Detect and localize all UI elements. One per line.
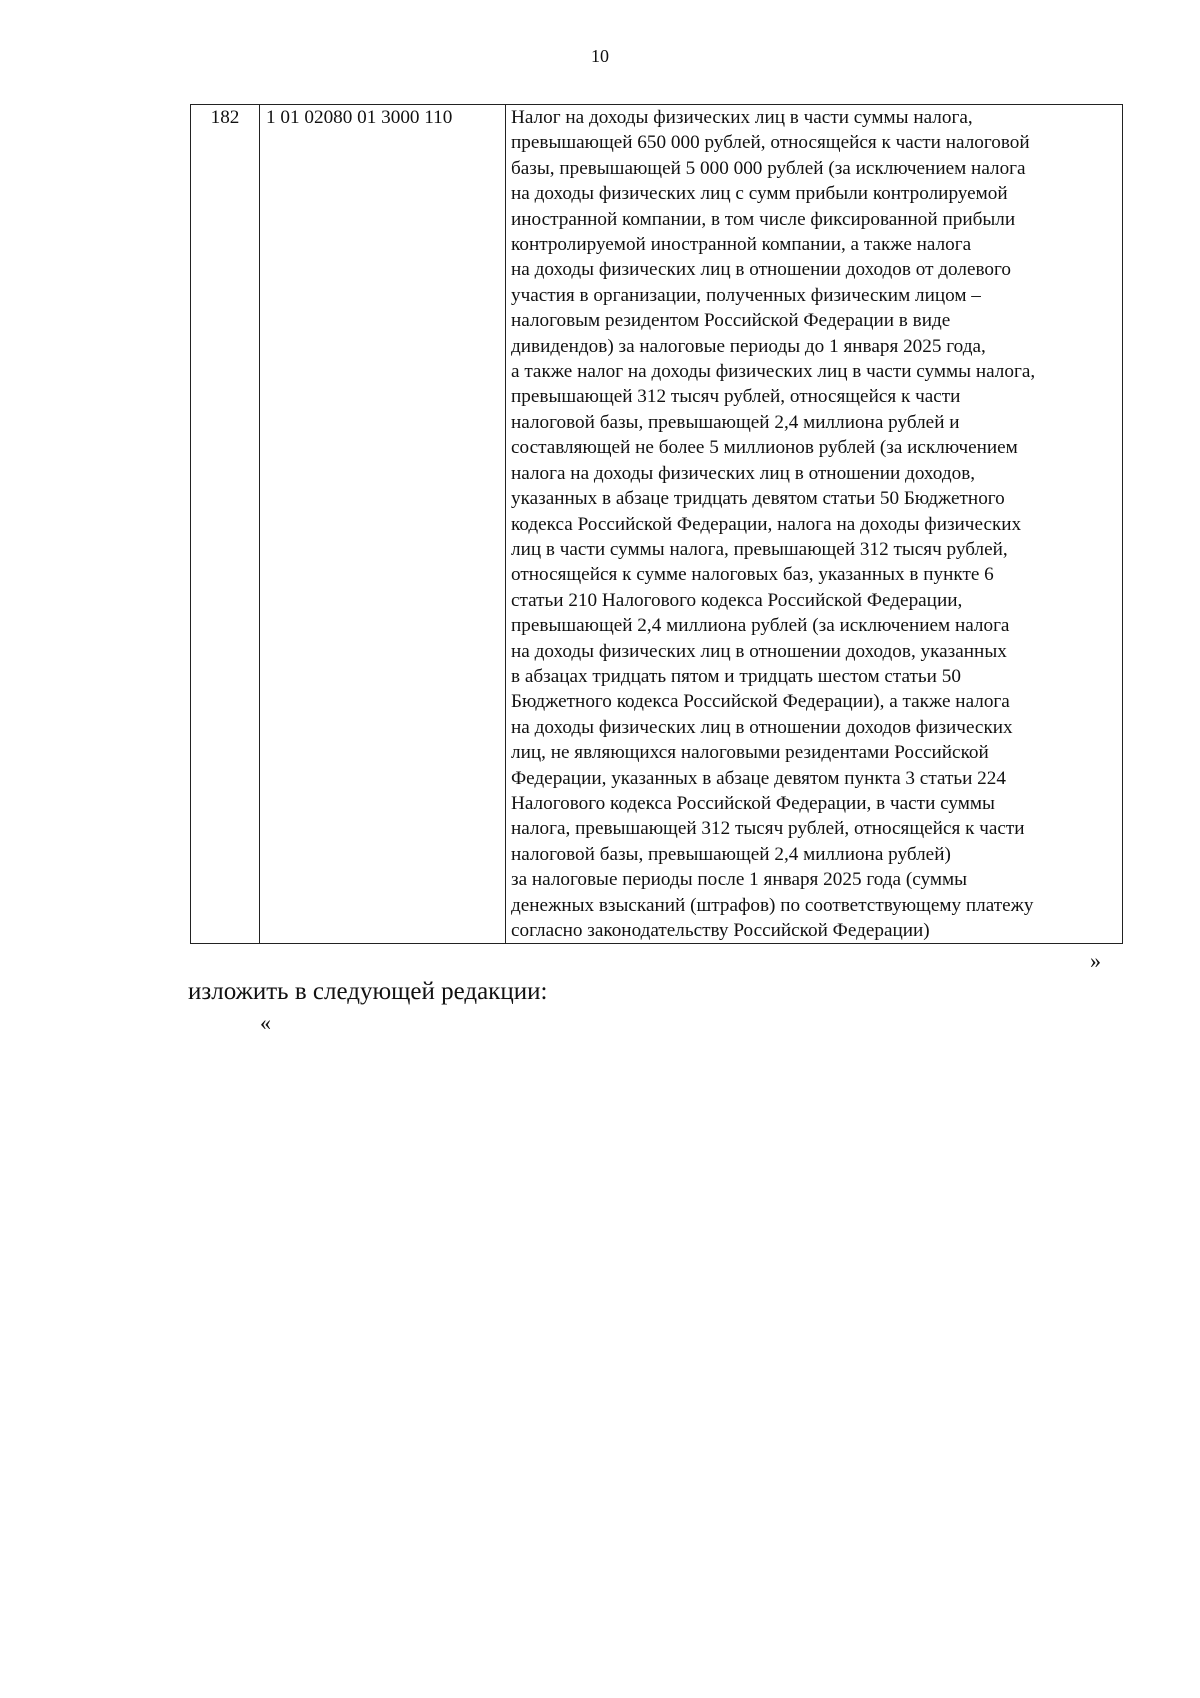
intro-text: изложить в следующей редакции: — [188, 978, 548, 1005]
description-line: на доходы физических лиц в отношении доходов от долевого — [511, 259, 1011, 281]
description-line: налоговой базы, превышающей 2,4 миллиона рублей) — [511, 843, 951, 865]
description-line: базы, превышающей 5 000 000 рублей (за исключением налога — [511, 157, 1026, 179]
budget-code-cell: 1 01 02080 01 3000 110 — [260, 105, 506, 944]
description-line: денежных взысканий (штрафов) по соответствующему платежу — [511, 894, 1034, 916]
description-line: лиц, не являющихся налоговыми резидентами Российской — [511, 742, 989, 764]
description-line: в абзацах тридцать пятом и тридцать шестом статьи 50 — [511, 665, 961, 687]
description-line: иностранной компании, в том числе фиксированной прибыли — [511, 208, 1016, 230]
description-line: налога, превышающей 312 тысяч рублей, относящейся к части — [511, 818, 1025, 840]
opening-quote: « — [260, 1010, 271, 1035]
admin-code-cell: 182 — [191, 105, 260, 944]
description-line: а также налог на доходы физических лиц в части суммы налога, — [511, 361, 1036, 383]
description-line: согласно законодательству Российской Федерации) — [511, 920, 930, 941]
description-line: относящейся к сумме налоговых баз, указанных в пункте 6 — [511, 564, 994, 586]
description-line: налога на доходы физических лиц в отношении доходов, — [511, 462, 976, 484]
description-line: налоговой базы, превышающей 2,4 миллиона рублей и — [511, 411, 960, 433]
closing-quote: » — [1090, 948, 1101, 973]
description-line: налоговым резидентом Российской Федерации в виде — [511, 310, 951, 332]
description-line: Федерации, указанных в абзаце девятом пункта 3 статьи 224 — [511, 767, 1006, 789]
description-line: Налог на доходы физических лиц в части суммы налога, — [511, 107, 973, 128]
budget-code-table — [190, 104, 1123, 944]
description-line: контролируемой иностранной компании, а также налога — [511, 234, 972, 256]
description-line: за налоговые периоды после 1 января 2025 года (суммы — [511, 869, 968, 891]
description-line: дивидендов) за налоговые периоды до 1 января 2025 года, — [511, 335, 986, 357]
description-line: статьи 210 Налогового кодекса Российской Федерации, — [511, 589, 963, 611]
description-line: превышающей 2,4 миллиона рублей (за исключением налога — [511, 615, 1010, 637]
description-cell — [506, 105, 1123, 944]
description-line: Бюджетного кодекса Российской Федерации), а также налога — [511, 691, 1010, 713]
description-line: указанных в абзаце тридцать девятом статьи 50 Бюджетного — [511, 488, 1005, 510]
description-line: Налогового кодекса Российской Федерации, в части суммы — [511, 792, 995, 814]
description-line: лиц в части суммы налога, превышающей 312 тысяч рублей, — [511, 538, 1008, 560]
description-line: составляющей не более 5 миллионов рублей (за исключением — [511, 437, 1018, 459]
description-line: на доходы физических лиц с сумм прибыли контролируемой — [511, 183, 1008, 205]
description-line: участия в организации, полученных физическим лицом – — [511, 284, 981, 306]
description-line: кодекса Российской Федерации, налога на доходы физических — [511, 513, 1022, 535]
table-row — [191, 105, 1123, 944]
description-line: на доходы физических лиц в отношении доходов физических — [511, 716, 1013, 738]
description-line: на доходы физических лиц в отношении доходов, указанных — [511, 640, 1007, 662]
page-number: 10 — [591, 46, 609, 66]
description-line: превышающей 650 000 рублей, относящейся к части налоговой — [511, 132, 1030, 154]
description-line: превышающей 312 тысяч рублей, относящейся к части — [511, 386, 961, 408]
